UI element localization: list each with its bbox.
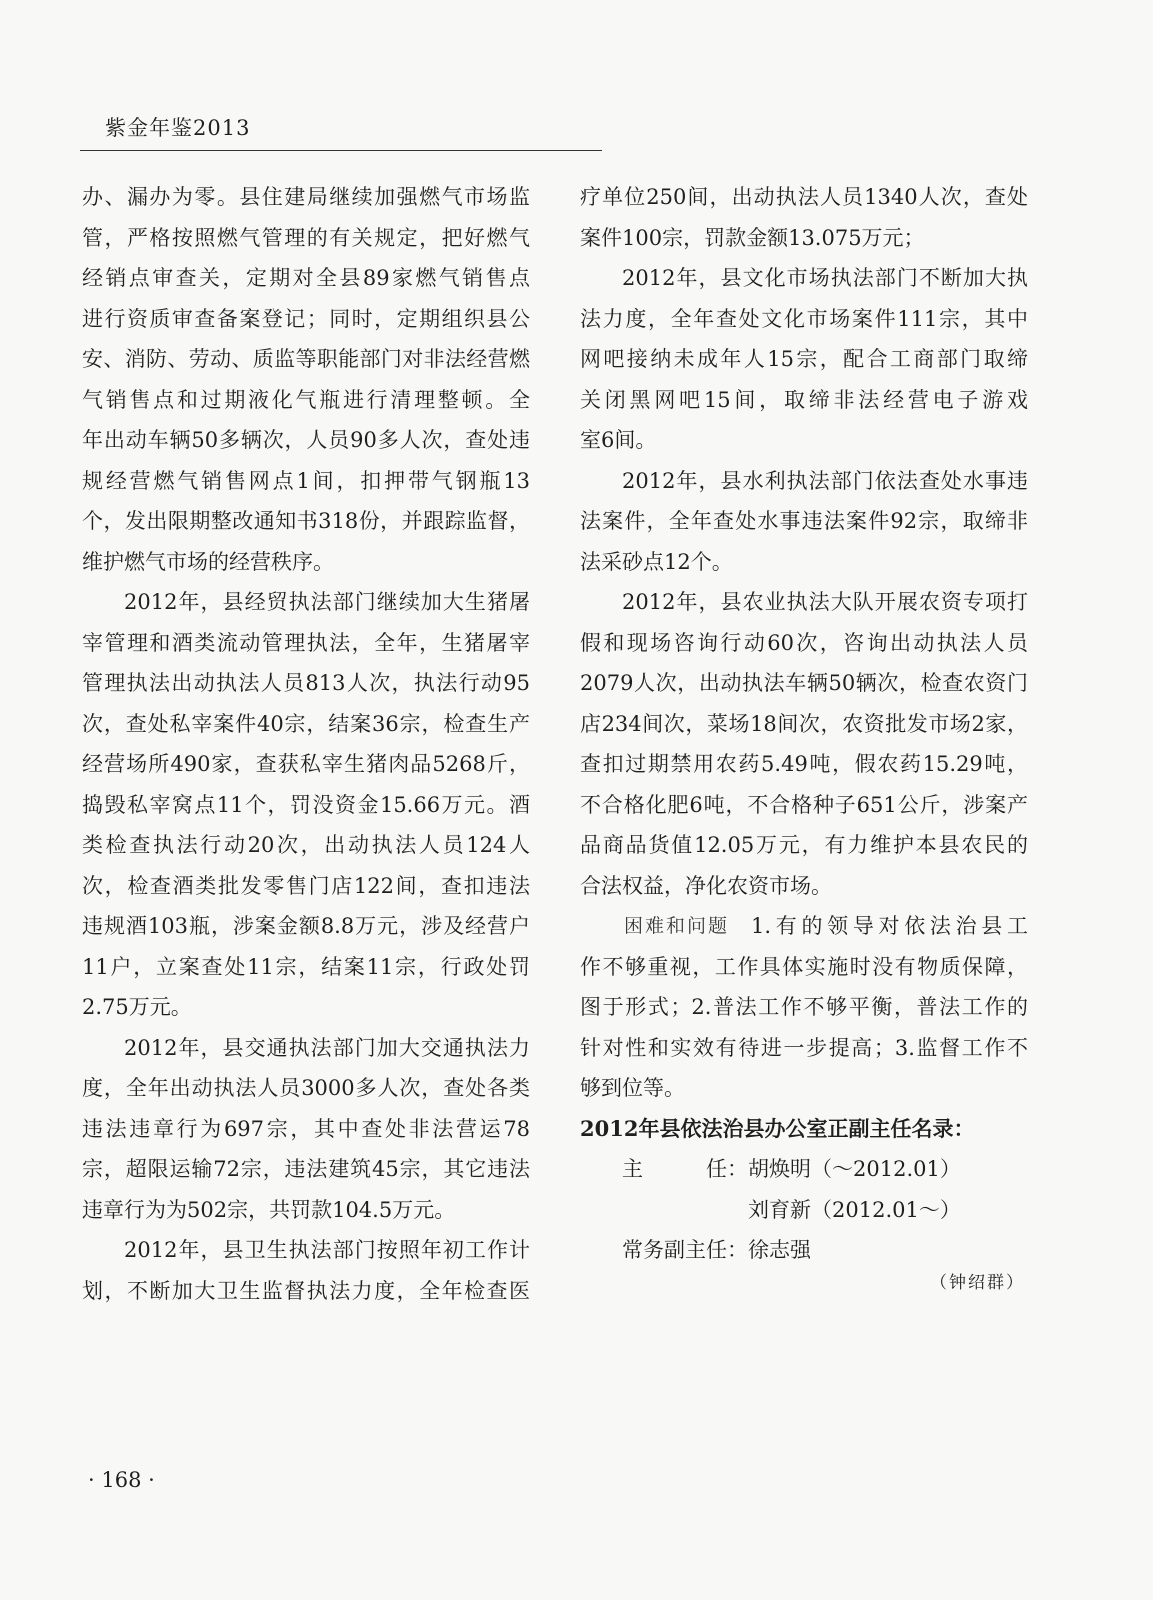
- running-header-title: 紫金年鉴2013: [105, 116, 251, 140]
- text-line: 次，检查酒类批发零售门店122间，查扣违法: [82, 873, 530, 898]
- text-line: 法采砂点12个。: [580, 549, 733, 574]
- text-line: 类检查执法行动20次，出动执法人员124人: [82, 833, 530, 857]
- text-line: 2079人次，出动执法车辆50辆次，检查农资门: [580, 671, 1028, 695]
- page-number: · 168 ·: [88, 1468, 155, 1492]
- text-line: 个，发出限期整改通知书318份，并跟踪监督，: [82, 509, 530, 533]
- text-line: 2.75万元。: [82, 995, 192, 1019]
- paragraph-start-line: 2012年，县文化市场执法部门不断加大执: [622, 266, 1028, 290]
- text-line: 法案件，全年查处水事违法案件92宗，取缔非: [580, 509, 1028, 533]
- text-line: 维护燃气市场的经营秩序。: [82, 549, 334, 574]
- text-line: 店234间次，菜场18间次，农资批发市场2家，: [580, 711, 1028, 736]
- text-line: 气销售点和过期液化气瓶进行清理整顿。全: [82, 387, 530, 412]
- text-line: 管，严格按照燃气管理的有关规定，把好燃气: [82, 225, 530, 250]
- text-line: 案件100宗，罚款金额13.075万元；: [580, 225, 925, 250]
- roster-director: 主 任：胡焕明（～2012.01）: [622, 1157, 961, 1181]
- text-line: 办、漏办为零。县住建局继续加强燃气市场监: [82, 185, 530, 209]
- text-line: 关闭黑网吧15间，取缔非法经营电子游戏: [580, 387, 1028, 412]
- text-line: 经营场所490家，查获私宰生猪肉品5268斤，: [82, 752, 530, 776]
- text-line: 宰管理和酒类流动管理执法，全年，生猪屠宰: [82, 630, 530, 655]
- text-line: 违章行为为502宗，共罚款104.5万元。: [82, 1197, 456, 1222]
- text-line: 年出动车辆50多辆次，人员90多人次，查处违: [82, 428, 530, 452]
- text-line: 11户，立案查处11宗，结案11宗，行政处罚: [82, 954, 530, 979]
- difficulties-line: [580, 906, 1028, 947]
- text-line: 品商品货值12.05万元，有力维护本县农民的: [580, 833, 1028, 857]
- text-line: 图于形式；2.普法工作不够平衡，普法工作的: [580, 995, 1028, 1019]
- text-line: 网吧接纳未成年人15宗，配合工商部门取缔: [580, 347, 1028, 371]
- text-line: 度，全年出动执法人员3000多人次，查处各类: [82, 1076, 530, 1100]
- text-line: 宗，超限运输72宗，违法建筑45宗，其它违法: [82, 1157, 530, 1181]
- paragraph-start-line: 2012年，县经贸执法部门继续加大生猪屠: [124, 590, 530, 614]
- text-line: 不合格化肥6吨，不合格种子651公斤，涉案产: [580, 792, 1028, 817]
- header-rule: [80, 150, 602, 151]
- text-line: 次，查处私宰案件40宗，结案36宗，检查生产: [82, 711, 530, 736]
- paragraph-start-line: 2012年，县水利执法部门依法查处水事违: [622, 468, 1028, 493]
- text-line: 针对性和实效有待进一步提高；3.监督工作不: [580, 1035, 1028, 1060]
- text-line: 查扣过期禁用农药5.49吨，假农药15.29吨，: [580, 752, 1028, 776]
- text-line: 规经营燃气销售网点1间，扣押带气钢瓶13: [82, 468, 530, 493]
- text-line: 室6间。: [580, 428, 657, 452]
- text-line: 违法违章行为697宗，其中查处非法营运78: [82, 1116, 530, 1141]
- text-line: 经销点审查关，定期对全县89家燃气销售点: [82, 266, 530, 290]
- text-line: 进行资质审查备案登记；同时，定期组织县公: [82, 306, 530, 331]
- paragraph-start-line: 2012年，县卫生执法部门按照年初工作计: [124, 1238, 530, 1262]
- paragraph-start-line: 2012年，县交通执法部门加大交通执法力: [124, 1035, 530, 1060]
- text-line: 捣毁私宰窝点11个，罚没资金15.66万元。酒: [82, 792, 530, 817]
- text-line: 划，不断加大卫生监督执法力度，全年检查医: [82, 1278, 530, 1303]
- text-line: 合法权益，净化农资市场。: [580, 873, 832, 898]
- roster-director-second: 刘育新（2012.01～）: [748, 1197, 961, 1222]
- text-line: 疗单位250间，出动执法人员1340人次，查处: [580, 185, 1028, 209]
- difficulties-label: 困难和问题: [624, 915, 730, 937]
- text-line: 安、消防、劳动、质监等职能部门对非法经营燃: [82, 347, 530, 371]
- text-line: 法力度，全年查处文化市场案件111宗，其中: [580, 306, 1028, 331]
- roster-heading: 2012年县依法治县办公室正副主任名录：: [580, 1115, 975, 1141]
- text-line: 违规酒103瓶，涉案金额8.8万元，涉及经营户: [82, 914, 530, 938]
- text-line: 够到位等。: [580, 1076, 685, 1100]
- difficulties-first-text: 1.有的领导对依法治县工: [751, 914, 1028, 938]
- text-line: 作不够重视，工作具体实施时没有物质保障，: [580, 954, 1028, 979]
- right-column: [580, 177, 1028, 1271]
- roster-executive-deputy: 常务副主任：徐志强: [622, 1238, 811, 1262]
- text-line: 假和现场咨询行动60次，咨询出动执法人员: [580, 630, 1028, 655]
- paragraph-start-line: 2012年，县农业执法大队开展农资专项打: [622, 590, 1028, 614]
- left-column: [82, 177, 530, 1311]
- author-credit: （钟绍群）: [930, 1273, 1025, 1293]
- text-line: 管理执法出动执法人员813人次，执法行动95: [82, 671, 530, 695]
